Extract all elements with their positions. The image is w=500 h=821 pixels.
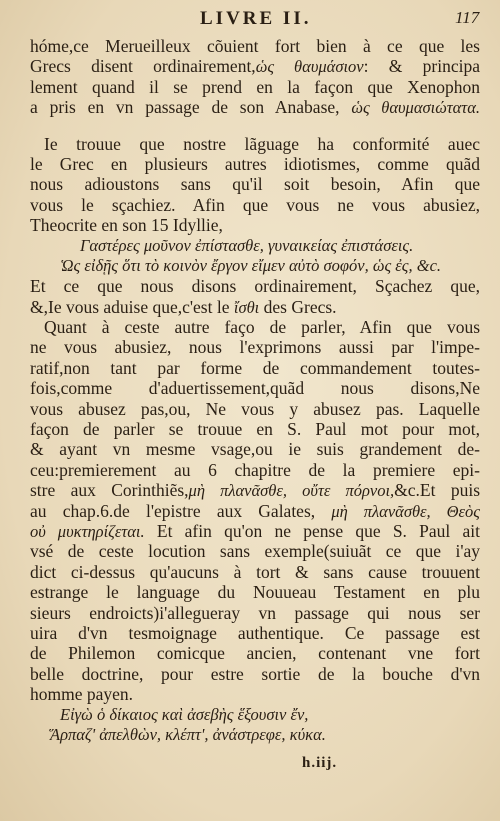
- text-line: le Grec en plusieurs autres idiotismes, comme quãd: [30, 153, 480, 174]
- text-line: stre aux Corinthiẽs,μὴ πλανᾶσθε, οὔτε πόρνοι,&c.Et puis: [30, 480, 480, 501]
- text-line: Quant à ceste autre faço de parler, Afin que vous: [44, 317, 480, 338]
- text-line: estrange le language du Nouueau Testament en plu: [30, 582, 480, 603]
- paragraph-gap: [30, 118, 480, 134]
- text-line: fois,comme d'aduertissement,quãd nous disons,Ne: [30, 378, 480, 399]
- text-line: Ie trouue que nostre lãguage ha conformité auec: [44, 133, 480, 154]
- text-line: Et ce que nous disons ordinairement, Sçachez que,: [30, 276, 480, 297]
- text-line: dict ci-dessus qu'aucuns à tort & sans cause trouuent: [30, 561, 480, 582]
- running-title: LIVRE II.: [200, 8, 312, 29]
- greek-verse: Ἅρπαζ' ἀπελθὼν, κλέπτ', ἀνάστρεφε, κύκα.: [50, 724, 326, 744]
- text-line: & ayant vn mesme vsage,ou ie suis grandement de-: [30, 439, 480, 460]
- text-line: nous adioustons sans qu'il soit besoin, Afin que: [30, 174, 480, 195]
- text-line: sieurs endroicts)i'allegueray vn passage qui nous ser: [30, 602, 480, 623]
- text-line: a pris en vn passage de son Anabase, ὡς θαυμασιώτατα.: [30, 97, 480, 118]
- text-line: vsé de ceste locution sans exemple(suiuãt ce que i'ay: [30, 541, 480, 562]
- signature-mark: h.iij.: [302, 755, 338, 771]
- text-line: vous abusez pas,ou, Ne vous y abusez pas. Laquelle: [30, 398, 480, 419]
- page-number: 117: [455, 8, 480, 27]
- greek-verse: Γαστέρες μοῦνον ἐπίστασθε, γυναικείας ἐπιστάσεις.: [80, 235, 414, 255]
- text-line: de Philemon comicque ancien, contenant vne fort: [30, 643, 480, 664]
- text-line: belle doctrine, pour estre sortie de la bouche d'vn: [30, 663, 480, 684]
- text-line: ne vous abusiez, nous l'exprimons aussi par l'impe-: [30, 337, 480, 358]
- text-line: lement quand il se prend en la façon que Xenophon: [30, 76, 480, 97]
- greek-verse: Ὡς εἰδῇς ὅτι τὸ κοινὸν ἔργον εἴμεν αὐτὸ σοφόν, ὡς ἐς, &c.: [60, 255, 442, 275]
- text-line: façon de parler se trouue en S. Paul mot pour mot,: [30, 419, 480, 440]
- text-line: &,Ie vous aduise que,c'est le ἴσθι des Grecs.: [30, 296, 337, 317]
- page-header: [0, 8, 500, 32]
- text-line: ratif,non tant par forme de commandement toutes-: [30, 357, 480, 378]
- text-line: hóme,ce Merueilleux cõuient fort bien à ce que les: [30, 36, 480, 56]
- text-line: Theocrite en son 15 Idyllie,: [30, 215, 223, 236]
- body-text: [30, 36, 480, 745]
- text-line: au chap.6.de l'epistre aux Galates, μὴ πλανᾶσθε, Θεὸς: [30, 500, 480, 521]
- text-line: uira d'vn tesmoignage authentique. Ce passage est: [30, 622, 480, 643]
- greek-verse: Εἰγὼ ὁ δίκαιος καὶ ἀσεβὴς ἕξουσιν ἔν,: [60, 704, 309, 724]
- text-line: οὐ μυκτηρίζεται. Et afin qu'on ne pense que S. Paul ait: [30, 520, 480, 541]
- text-line: vous le sçachiez. Afin que vous ne vous abusiez,: [30, 194, 480, 215]
- text-line: homme payen.: [30, 684, 134, 705]
- text-line: ceu:premierement au 6 chapitre de la premiere epi-: [30, 459, 480, 480]
- text-line: Grecs disent ordinairement,ὡς θαυμάσιον: & principa: [30, 56, 480, 77]
